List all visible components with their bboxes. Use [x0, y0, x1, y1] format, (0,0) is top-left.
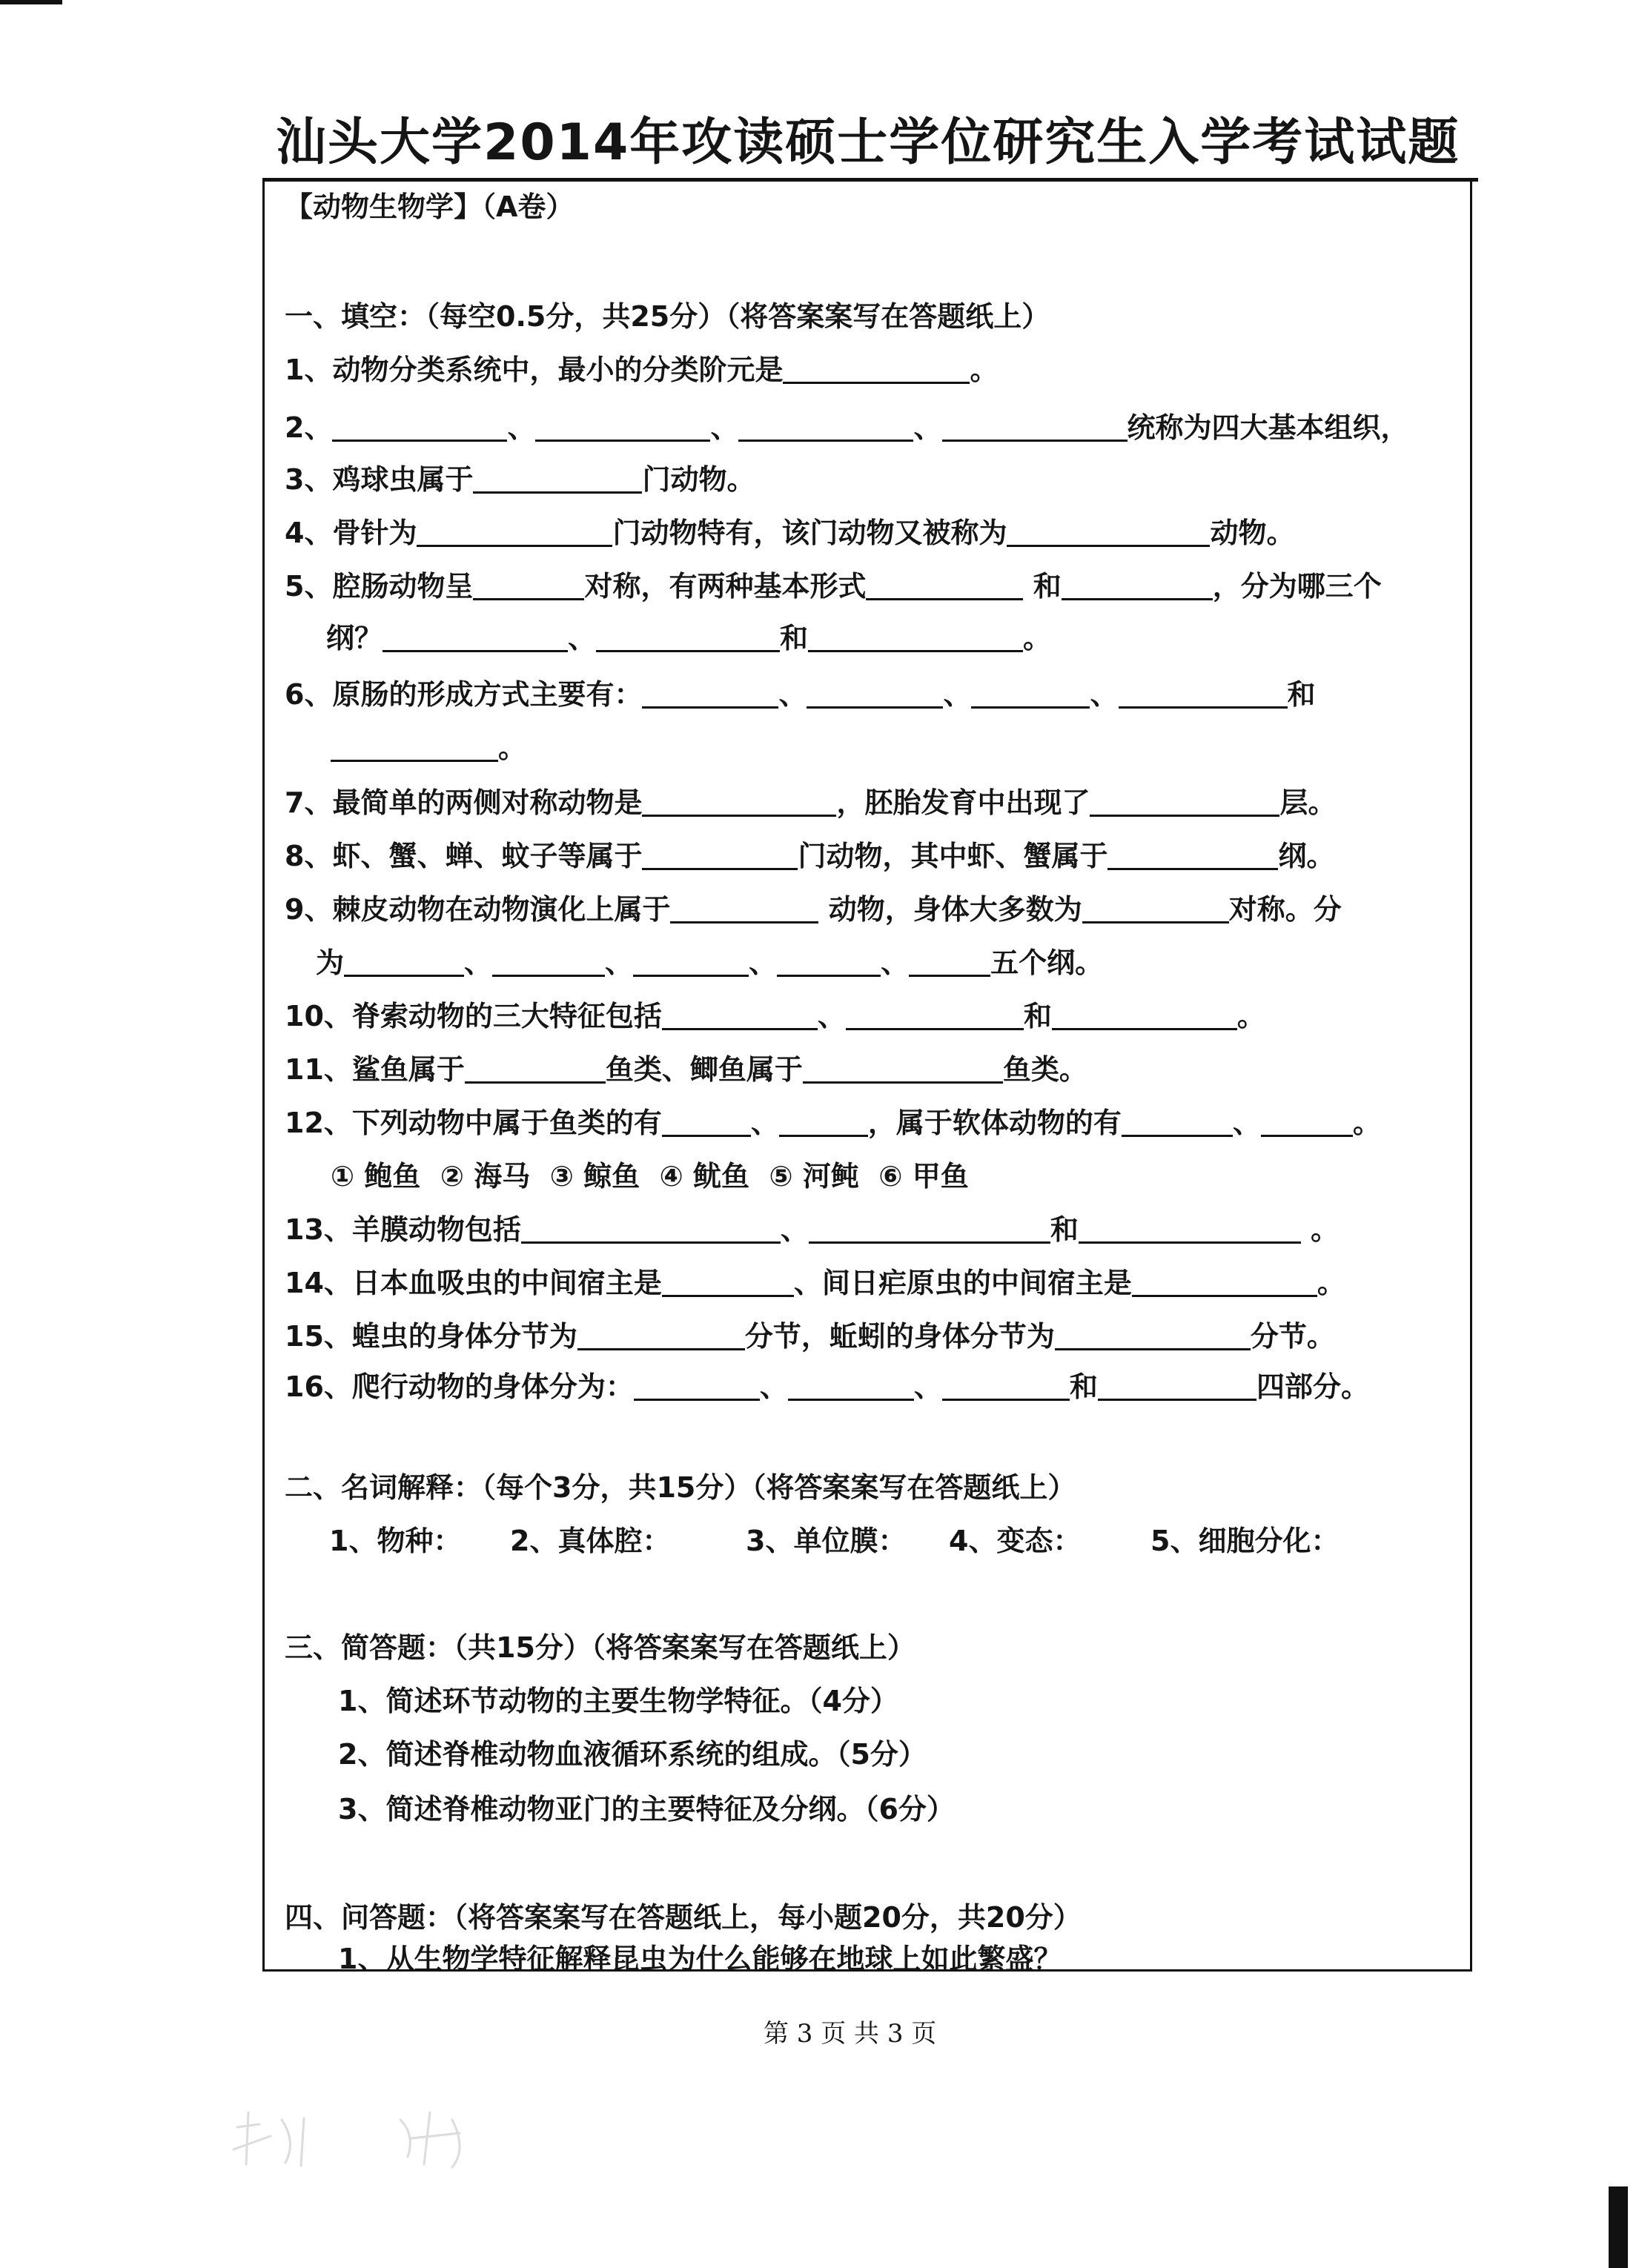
answer-blank	[1122, 1108, 1233, 1137]
answer-blank	[846, 1001, 1024, 1030]
q16: 16、爬行动物的身体分为： 、 、 和 四部分。	[285, 1370, 1369, 1403]
answer-blank	[808, 623, 1023, 652]
short-answer-3: 3、简述脊椎动物亚门的主要特征及分纲。（6分）	[338, 1793, 955, 1826]
answer-blank	[642, 788, 836, 817]
answer-blank	[331, 733, 498, 762]
answer-blank	[1119, 680, 1288, 709]
answer-blank	[577, 1322, 745, 1350]
answer-blank	[1090, 788, 1279, 817]
answer-blank	[642, 841, 798, 870]
answer-blank	[1098, 1372, 1256, 1401]
answer-blank	[634, 1372, 760, 1401]
answer-blank	[1082, 895, 1229, 924]
q15: 15、蝗虫的身体分节为 分节，蚯蚓的身体分节为 分节。	[285, 1320, 1335, 1353]
q1: 1、动物分类系统中，最小的分类阶元是 。	[285, 354, 999, 386]
q12-options: ① 鲍鱼 ② 海马 ③ 鲸鱼 ④ 鱿鱼 ⑤ 河鲀 ⑥ 甲鱼	[331, 1160, 969, 1193]
q5-continued: 纲？ 、 和 。	[326, 622, 1052, 654]
answer-blank	[344, 948, 464, 977]
q9-continued: 为 、 、 、 、 五个纲。	[316, 946, 1104, 979]
answer-blank	[465, 1055, 606, 1084]
q5: 5、腔肠动物呈 对称，有两种基本形式 和 ，分为哪三个	[285, 570, 1382, 603]
answer-blank	[1261, 1108, 1353, 1137]
answer-blank	[1132, 1268, 1317, 1297]
answer-blank	[535, 413, 710, 442]
answer-blank	[633, 948, 749, 977]
answer-blank	[942, 413, 1128, 442]
term-2: 2、真体腔：	[510, 1525, 671, 1557]
answer-blank	[1007, 518, 1210, 547]
q4: 4、骨针为 门动物特有，该门动物又被称为 动物。	[285, 517, 1295, 549]
answer-blank	[596, 623, 780, 652]
section2-heading: 二、名词解释：（每个3分，共15分）（将答案案写在答题纸上）	[285, 1471, 1076, 1504]
q3: 3、鸡球虫属于 门动物。	[285, 463, 755, 496]
answer-blank	[662, 1108, 751, 1137]
short-answer-2: 2、简述脊椎动物血液循环系统的组成。（5分）	[338, 1738, 927, 1771]
answer-blank	[971, 680, 1090, 709]
answer-blank	[1079, 1215, 1301, 1244]
answer-blank	[332, 413, 507, 442]
section1-heading: 一、填空：（每空0.5分，共25分）（将答案案写在答题纸上）	[285, 300, 1050, 333]
answer-blank	[777, 948, 881, 977]
q2: 2、 、 、 、 统称为四大基本组织，	[285, 411, 1409, 444]
answer-blank	[1062, 571, 1213, 600]
answer-blank	[383, 623, 568, 652]
answer-blank	[662, 1001, 818, 1030]
essay-question-1: 1、从生物学特征解释昆虫为什么能够在地球上如此繁盛？	[338, 1943, 1062, 1975]
q9: 9、棘皮动物在动物演化上属于 动物，身体大多数为 对称。分	[285, 893, 1342, 926]
answer-blank	[909, 948, 990, 977]
term-1: 1、物种：	[329, 1525, 462, 1557]
exam-title: 汕头大学2014年攻读硕士学位研究生入学考试试题	[276, 113, 1460, 172]
answer-blank	[809, 1215, 1050, 1244]
answer-blank	[473, 465, 642, 494]
answer-blank	[1052, 1001, 1237, 1030]
q7: 7、最简单的两侧对称动物是 ，胚胎发育中出现了 层。	[285, 786, 1337, 819]
answer-blank	[1107, 841, 1278, 870]
q6: 6、原肠的形成方式主要有： 、 、 、 和	[285, 678, 1316, 711]
scan-corner-mark	[0, 0, 62, 4]
answer-blank	[492, 948, 605, 977]
short-answer-1: 1、简述环节动物的主要生物学特征。（4分）	[338, 1685, 898, 1717]
answer-blank	[521, 1215, 781, 1244]
answer-blank	[942, 1372, 1070, 1401]
q12: 12、下列动物中属于鱼类的有 、 ，属于软体动物的有 、 。	[285, 1107, 1381, 1139]
section4-heading: 四、问答题：（将答案案写在答题纸上，每小题20分，共20分）	[285, 1901, 1082, 1934]
scan-edge-mark	[1609, 2186, 1628, 2268]
answer-blank	[866, 571, 1023, 600]
q8: 8、虾、蟹、蝉、蚊子等属于 门动物，其中虾、蟹属于 纲。	[285, 840, 1335, 872]
section3-heading: 三、简答题：（共15分）（将答案案写在答题纸上）	[285, 1631, 915, 1664]
answer-blank	[1055, 1322, 1251, 1350]
handwritten-signature	[230, 2105, 497, 2172]
answer-blank	[670, 895, 818, 924]
term-5: 5、细胞分化：	[1150, 1525, 1340, 1557]
answer-blank	[783, 355, 970, 384]
answer-blank	[807, 680, 943, 709]
q11: 11、鲨鱼属于 鱼类、鲫鱼属于 鱼类。	[285, 1053, 1087, 1086]
subject-heading: 【动物生物学】（A卷）	[285, 190, 575, 223]
term-3: 3、单位膜：	[746, 1525, 907, 1557]
answer-blank	[788, 1372, 914, 1401]
answer-blank	[779, 1108, 868, 1137]
answer-blank	[738, 413, 913, 442]
answer-blank	[417, 518, 612, 547]
answer-blank	[473, 571, 584, 600]
q10: 10、脊索动物的三大特征包括 、 和 。	[285, 1000, 1265, 1032]
q14: 14、日本血吸虫的中间宿主是 、间日疟原虫的中间宿主是 。	[285, 1267, 1345, 1299]
answer-blank	[642, 680, 778, 709]
q13: 13、羊膜动物包括 、 和 。	[285, 1213, 1340, 1246]
answer-blank	[803, 1055, 1003, 1084]
q6-continued: 。	[331, 725, 526, 766]
answer-blank	[662, 1268, 794, 1297]
term-4: 4、变态：	[949, 1525, 1082, 1557]
page-footer: 第 3 页 共 3 页	[764, 2019, 937, 2049]
